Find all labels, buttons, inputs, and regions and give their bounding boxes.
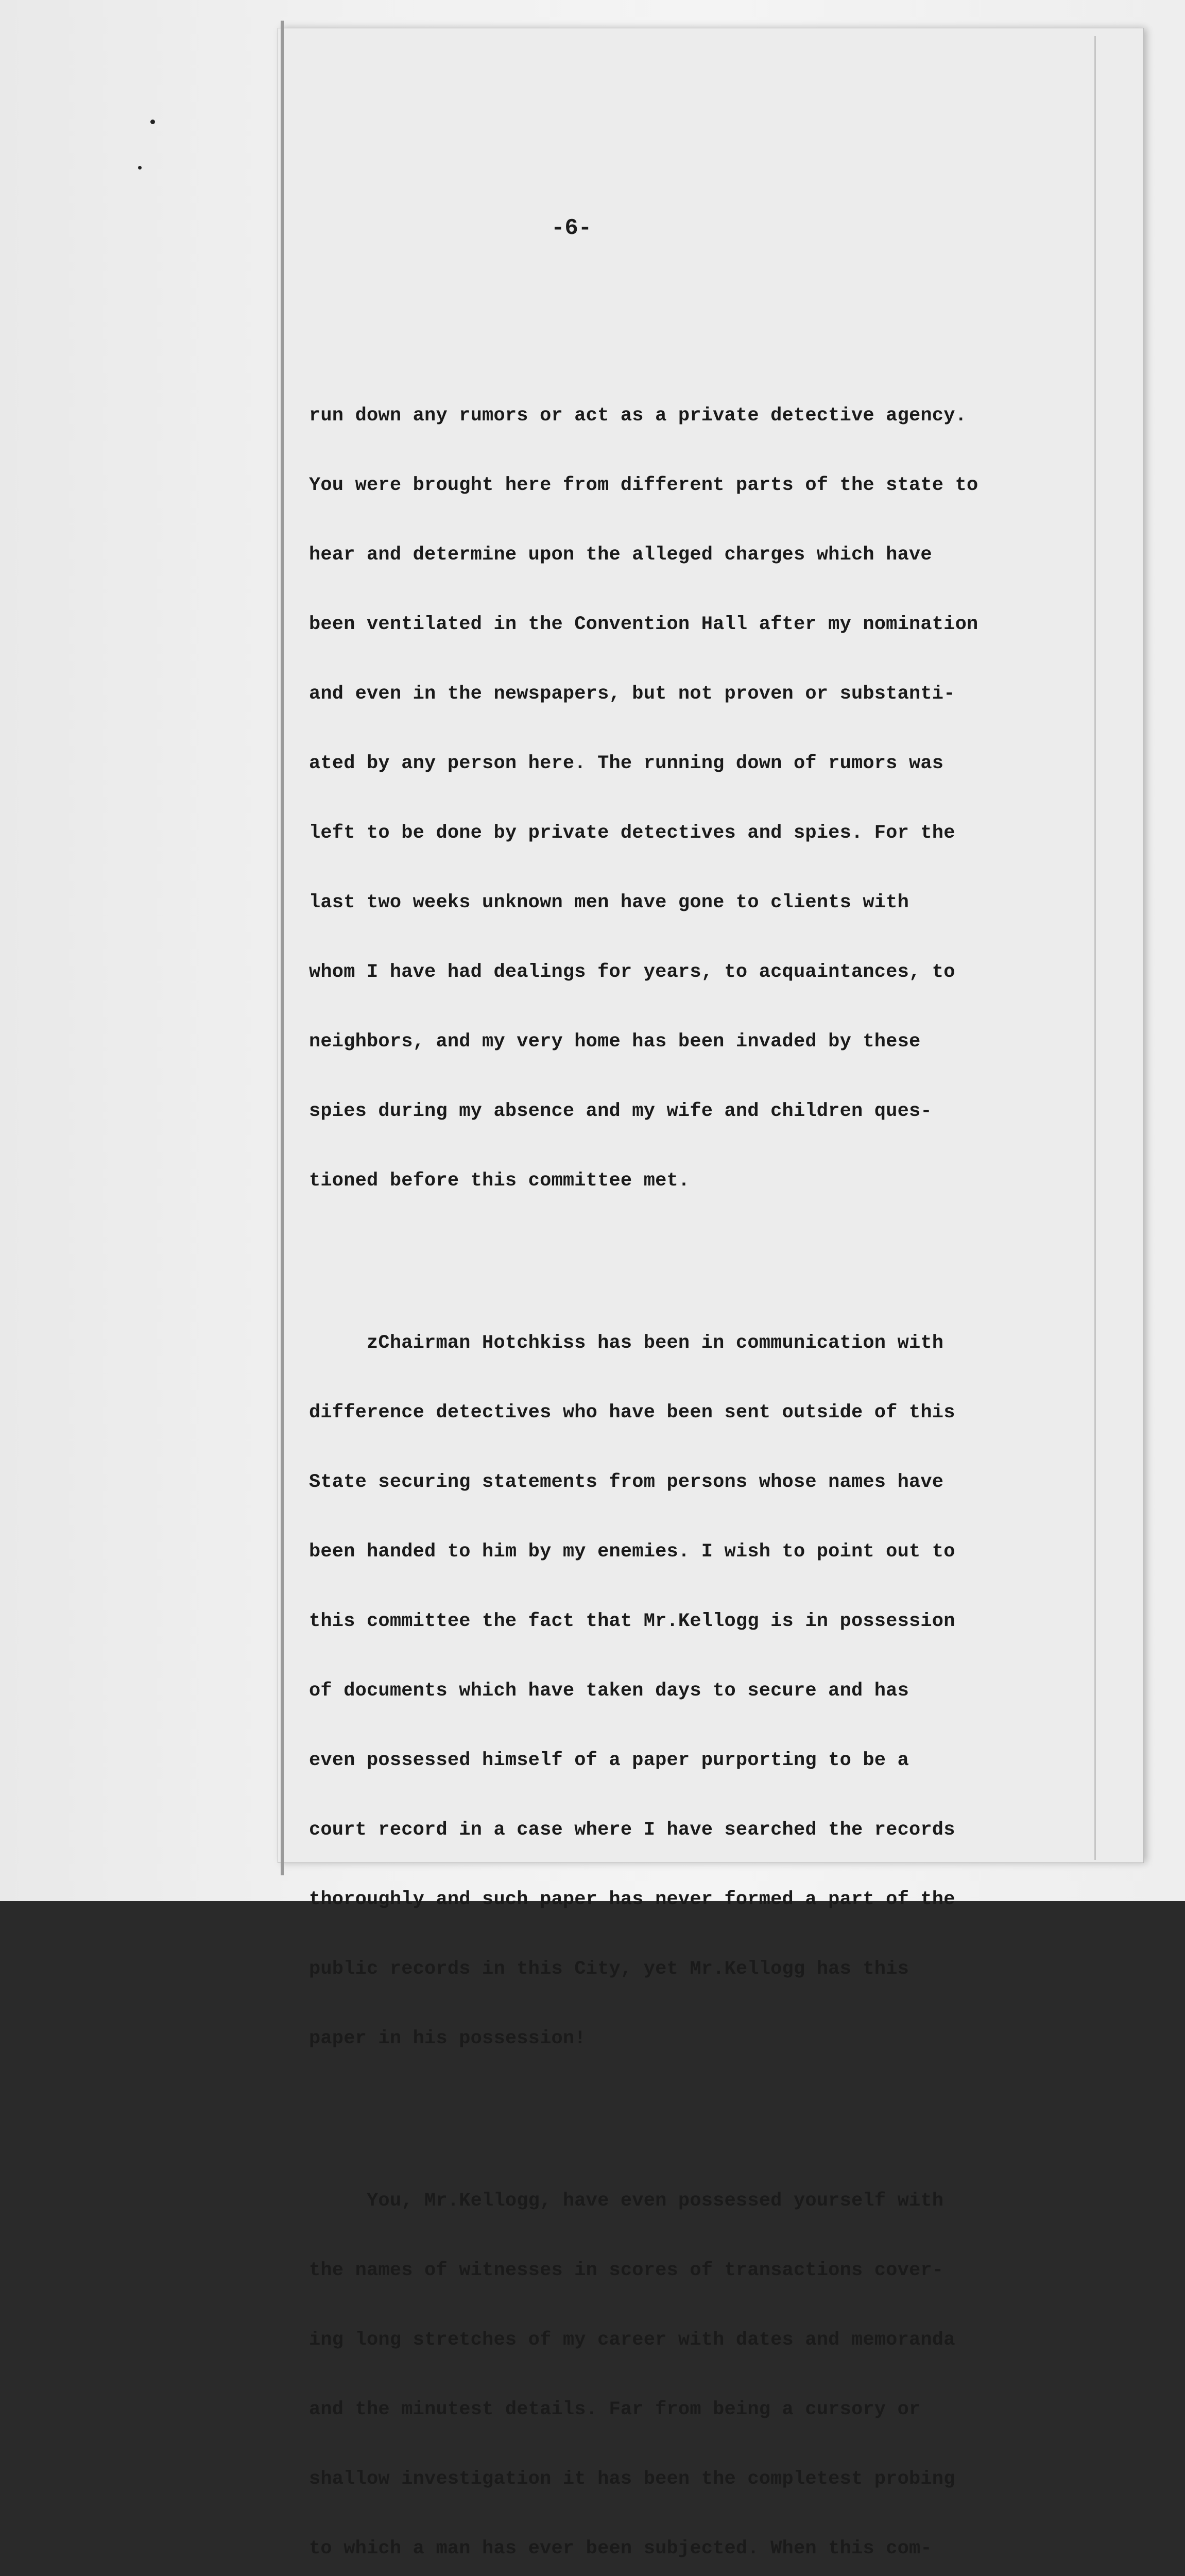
text-line: thoroughly and such paper has never formed a part of the <box>309 1889 955 1910</box>
transcript-body <box>309 312 1107 2576</box>
page-number: -6- <box>551 215 592 241</box>
text-line: even possessed himself of a paper purporting to be a <box>309 1750 909 1771</box>
text-line: of documents which have taken days to secure and has <box>309 1680 909 1702</box>
text-line: been handed to him by my enemies. I wish to point out to <box>309 1541 955 1563</box>
text-line: ated by any person here. The running down of rumors was <box>309 753 944 774</box>
text-line: whom I have had dealings for years, to acquaintances, to <box>309 961 955 983</box>
text-line: the names of witnesses in scores of transactions cover- <box>309 2260 944 2281</box>
paragraph-3 <box>309 2143 1107 2576</box>
text-line: neighbors, and my very home has been invaded by these <box>309 1031 921 1053</box>
text-line: difference detectives who have been sent outside of this <box>309 1402 955 1423</box>
text-line: ing long stretches of my career with dates and memoranda <box>309 2329 955 2351</box>
text-line: zChairman Hotchkiss has been in communication with <box>309 1332 944 1354</box>
dust-speck <box>138 166 142 170</box>
text-line: been ventilated in the Convention Hall after my nomination <box>309 614 978 635</box>
text-line: shallow investigation it has been the completest probing <box>309 2468 955 2490</box>
text-line: You were brought here from different parts of the state to <box>309 474 978 496</box>
text-line: public records in this City, yet Mr.Kellogg has this <box>309 1958 909 1980</box>
text-line: run down any rumors or act as a private detective agency. <box>309 405 967 427</box>
text-line: last two weeks unknown men have gone to clients with <box>309 892 909 913</box>
text-line: State securing statements from persons whose names have <box>309 1471 944 1493</box>
paragraph-2 <box>309 1285 1107 2097</box>
text-line: hear and determine upon the alleged charges which have <box>309 544 932 566</box>
text-line: this committee the fact that Mr.Kellogg is in possession <box>309 1611 955 1632</box>
dust-speck <box>150 120 155 124</box>
text-line: paper in his possession! <box>309 2028 586 2049</box>
text-line: and even in the newspapers, but not proven or substanti- <box>309 683 955 705</box>
page-binding-edge <box>281 21 284 1875</box>
text-line: to which a man has ever been subjected. When this com- <box>309 2538 932 2560</box>
paragraph-1 <box>309 358 1107 1239</box>
text-line: and the minutest details. Far from being a cursory or <box>309 2399 921 2420</box>
text-line: You, Mr.Kellogg, have even possessed yourself with <box>309 2190 944 2212</box>
text-line: left to be done by private detectives and spies. For the <box>309 822 955 844</box>
text-line: court record in a case where I have searched the records <box>309 1819 955 1841</box>
text-line: spies during my absence and my wife and children ques- <box>309 1100 932 1122</box>
text-line: tioned before this committee met. <box>309 1170 690 1192</box>
